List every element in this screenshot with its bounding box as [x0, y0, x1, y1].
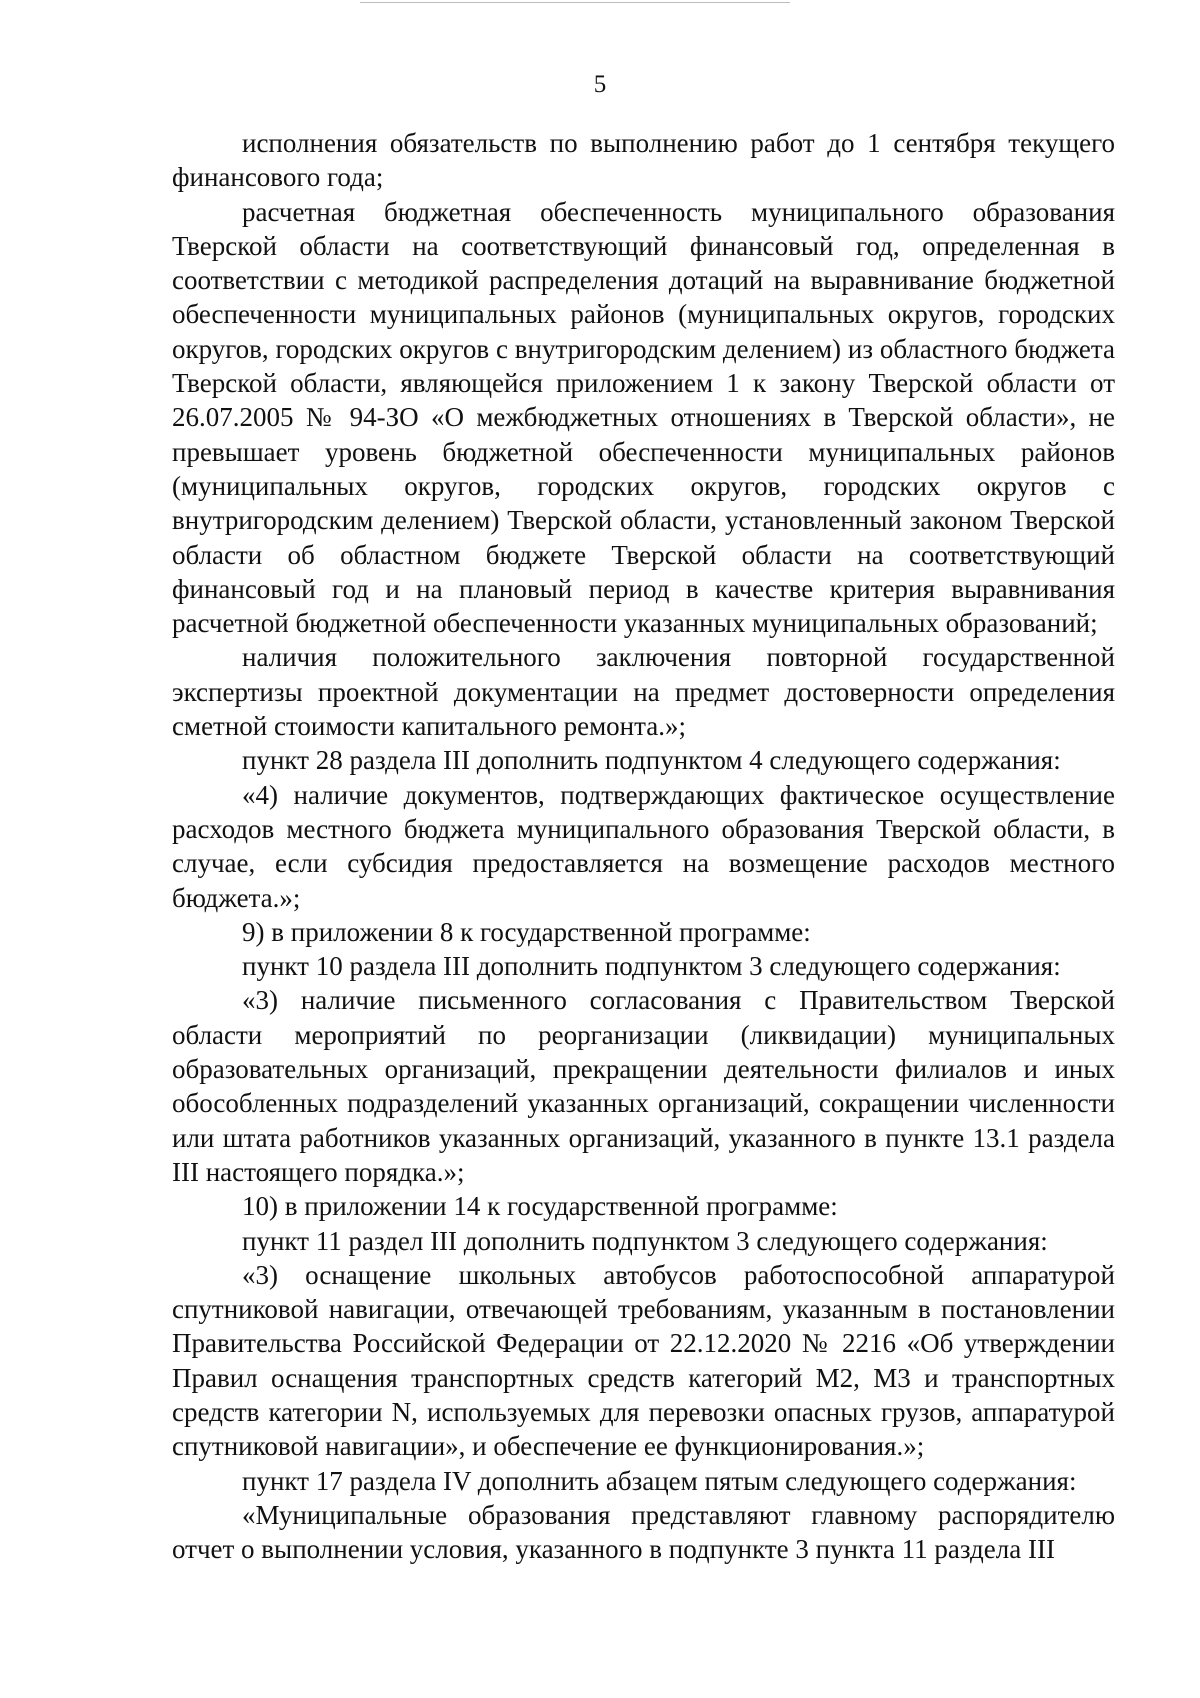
page-number: 5 [593, 71, 607, 98]
paragraph-12: пункт 17 раздела IV дополнить абзацем пятым следующего содержания: [242, 1465, 1077, 1496]
document-body [172, 126, 1115, 1566]
paragraph-1: исполнения обязательств по выполнению работ до 1 сентября текущего финансового года; [172, 128, 1115, 193]
paragraph-10: пункт 11 раздел III дополнить подпунктом 3 следующего содержания: [242, 1225, 1048, 1256]
paragraph-11: «3) оснащение школьных автобусов работоспособной аппаратурой спутниковой навигации, отвечающей требованиям, указанным в постановлении Правительства Российской Федерации от 22.12.2020 № 2216 «Об утверждении Правил оснащения транспортных средств категорий М2, М3 и транспортных средств категории N, используемых для перевозки опасных грузов, аппаратурой спутниковой навигации», и обеспечение ее функционирования.»; [172, 1259, 1115, 1462]
paragraph-3: наличия положительного заключения повторной государственной экспертизы проектной документации на предмет достоверности определения сметной стоимости капитального ремонта.»; [172, 642, 1115, 742]
paragraph-8: «3) наличие письменного согласования с Правительством Тверской области мероприятий по реорганизации (ликвидации) муниципальных образовательных организаций, прекращении деятельности филиалов и иных обособленных подразделений указанных организаций, сокращении численности или штата работников указанных организаций, указанного в пункте 13.1 раздела III настоящего порядка.»; [172, 985, 1115, 1187]
paragraph-5: «4) наличие документов, подтверждающих фактическое осуществление расходов местного бюджета муниципального образования Тверской области, в случае, если субсидия предоставляется на возмещение расходов местного бюджета.»; [172, 779, 1115, 913]
paragraph-2: расчетная бюджетная обеспеченность муниципального образования Тверской области на соответствующий финансовый год, определенная в соответствии с методикой распределения дотаций на выравнивание бюджетной обеспеченности муниципальных районов (муниципальных округов, городских округов, городских округов с внутригородским делением) из областного бюджета Тверской области, являющейся приложением 1 к закону Тверской области от 26.07.2005 № 94-ЗО «О межбюджетных отношениях в Тверской области», не превышает уровень бюджетной обеспеченности муниципальных районов (муниципальных округов, городских округов, городских округов с внутригородским делением) Тверской области, установленный законом Тверской области об областном бюджете Тверской области на соответствующий финансовый год и на плановый период в качестве критерия выравнивания расчетной бюджетной обеспеченности указанных муниципальных образований; [172, 196, 1115, 639]
paragraph-7: пункт 10 раздела III дополнить подпунктом 3 следующего содержания: [242, 951, 1061, 982]
paragraph-9: 10) в приложении 14 к государственной программе: [242, 1191, 838, 1222]
paragraph-6: 9) в приложении 8 к государственной программе: [242, 916, 811, 947]
scan-top-rule [360, 2, 790, 3]
paragraph-4: пункт 28 раздела III дополнить подпунктом 4 следующего содержания: [242, 745, 1061, 776]
paragraph-13: «Муниципальные образования представляют главному распорядителю отчет о выполнении условия, указанного в подпункте 3 пункта 11 раздела III [172, 1499, 1115, 1565]
